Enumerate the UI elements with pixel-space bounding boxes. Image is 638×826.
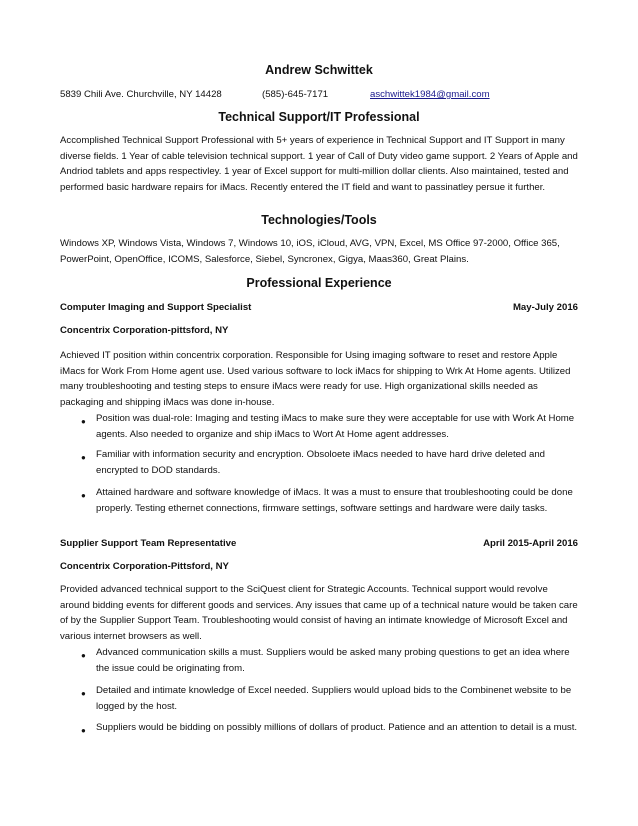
- list-item-text: Position was dual-role: Imaging and testing iMacs to make sure they were acceptable for use with Work At Home agents. Also needed to organize and ship iMacs to Wort At Home agent addresses.: [96, 413, 575, 440]
- list-item-text: Attained hardware and software knowledge of iMacs. It was a must to ensure that troubleshooting could be done properly. Testing ethernet connections, firmware settings, software settings and hardware were daily tasks.: [96, 487, 573, 514]
- contact-line: [60, 89, 490, 100]
- experience-heading: Professional Experience: [246, 276, 392, 290]
- summary-heading: Technical Support/IT Professional: [218, 110, 420, 124]
- job-description: Provided advanced technical support to the SciQuest client for Strategic Accounts. Technical support would revolve around bidding events for different goods and services. Any issues that came up of a technical nature would be taken care of by the Supplier Support Team. Troubleshooting would consist of having an intimate knowledge of Microsoft Excel and various internet browsers as well.: [60, 584, 578, 642]
- bullet-icon: ●: [81, 689, 86, 698]
- list-item-text: Familiar with information security and encryption. Obsoloete iMacs needed to have hard drive deleted and encrypted to DOD standards.: [96, 449, 546, 476]
- list-item-text: Suppliers would be bidding on possibly millions of dollars of product. Patience and an attention to detail is a must.: [96, 722, 578, 733]
- bullet-icon: ●: [81, 726, 86, 735]
- email-link[interactable]: aschwittek1984@gmail.com: [370, 89, 490, 100]
- summary-paragraph: Accomplished Technical Support Professional with 5+ years of experience in Technical Support and IT Support in many diverse fields. 1 Year of cable television technical support. 1 year of Call of Duty video game support. 2 Years of Apple and Andriod tablets and apps respectivley. 1 year of Excel support for multi-million dollar clients. Also maintained, tested and performed basic hardware repairs for iMacs. Recently entered the IT field and want to passinatley persue it further.: [60, 135, 578, 193]
- bullet-icon: ●: [81, 651, 86, 660]
- job-title: Computer Imaging and Support Specialist: [60, 302, 252, 313]
- job-title: Supplier Support Team Representative: [60, 538, 237, 549]
- tools-paragraph: Windows XP, Windows Vista, Windows 7, Windows 10, iOS, iCloud, AVG, VPN, Excel, MS Office 97-2000, Office 365, PowerPoint, OpenOffice, ICOMS, Salesforce, Siebel, Syncronex, Gigya, Maas360, Great Plains.: [60, 238, 560, 265]
- job-description: Achieved IT position within concentrix corporation. Responsible for Using imaging software to reset and restore Apple iMacs for Work From Home agent use. Used various software to lock iMacs for shipping to Wrk At Home agents. Utilized many troubleshooting and testing steps to ensure iMacs were ready for use. High organizational skills needed as packaging and shipping iMacs was done in-house.: [60, 350, 571, 408]
- bullet-icon: ●: [81, 453, 86, 462]
- job-dates: April 2015-April 2016: [483, 538, 578, 549]
- list-item-text: Detailed and intimate knowledge of Excel needed. Suppliers would upload bids to the Combinenet website to be logged by the host.: [96, 685, 572, 712]
- address: 5839 Chili Ave. Churchville, NY 14428: [60, 89, 222, 100]
- tools-heading: Technologies/Tools: [261, 213, 377, 227]
- list-item-text: Advanced communication skills a must. Suppliers would be asked many probing questions to get an idea where the issue could be originating from.: [96, 647, 570, 674]
- bullet-icon: ●: [81, 491, 86, 500]
- phone-number: (585)-645-7171: [262, 89, 329, 100]
- job-company: Concentrix Corporation-Pittsford, NY: [60, 561, 229, 572]
- job-header: [60, 538, 578, 549]
- candidate-name: Andrew Schwittek: [265, 63, 373, 77]
- job-dates: May-July 2016: [512, 302, 578, 313]
- job-header: [60, 302, 578, 313]
- job-company: Concentrix Corporation-pittsford, NY: [60, 325, 229, 336]
- bullet-icon: ●: [81, 417, 86, 426]
